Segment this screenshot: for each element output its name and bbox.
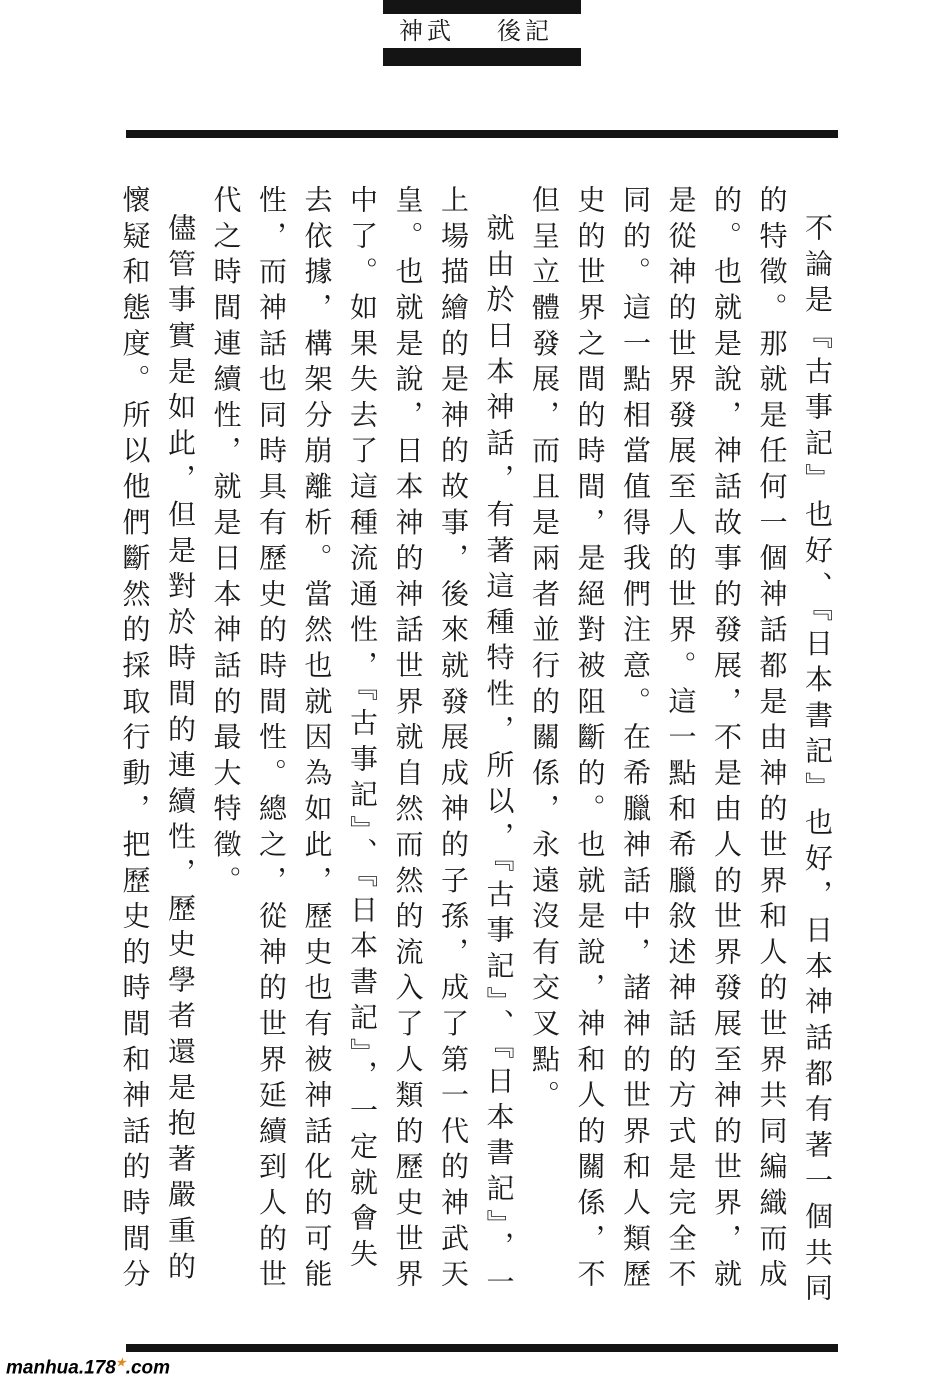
bottom-divider (126, 1344, 838, 1352)
watermark-text: manhua.178 (6, 1357, 116, 1379)
chapter-header (383, 0, 581, 66)
chapter-header-band (383, 14, 581, 48)
vertical-text-body (118, 185, 840, 1310)
paragraph: 就由於日本神話，有著這種特性，所以，『古事記』、『日本書記』，一上場描繪的是神的故事，後來就發展成神的子孫，成了第一代的神武天皇。也就是說，日本神的神話世界就自然而然的流入了人類的歷史世界中了。如果失去了這種流通性，『古事記』、『日本書記』，一定就會失去依據，構架分崩離析。當然也就因為如此，歷史也有被神話化的可能性，而神話也同時具有歷史的時間性。總之，從神的世界延續到人的世代之時間連續性，就是日本神話的最大特徵。 (209, 185, 516, 1303)
paragraph: 儘管事實是如此，但是對於時間的連續性，歷史學者還是抱著嚴重的懷疑和態度。所以他們斷然的採取行動，把歷史的時間和神話的時間分 (118, 185, 197, 1295)
chapter-subtitle: 後記 (497, 17, 553, 45)
watermark-suffix: .com (125, 1357, 171, 1379)
star-icon: ★ (115, 1357, 126, 1369)
top-divider (126, 130, 838, 138)
paragraph: 不論是『古事記』也好、『日本書記』也好，日本神話都有著一個共同的特徵。那就是任何一個神話都是由神的世界和人的世界共同編織而成的。也就是說，神話故事的發展，不是由人的世界發展至神的世界，就是從神的世界發展至人的世界。這一點和希臘敘述神話的方式是完全不同的。這一點相當值得我們注意。在希臘神話中，諸神的世界和人類歷史的世界之間的時間，是絕對被阻斷的。也就是說，神和人的關係，不但呈立體發展，而且是兩者並行的關係，永遠沒有交叉點。 (528, 185, 834, 1309)
chapter-title: 神武 (399, 17, 455, 45)
site-watermark (6, 1356, 170, 1379)
